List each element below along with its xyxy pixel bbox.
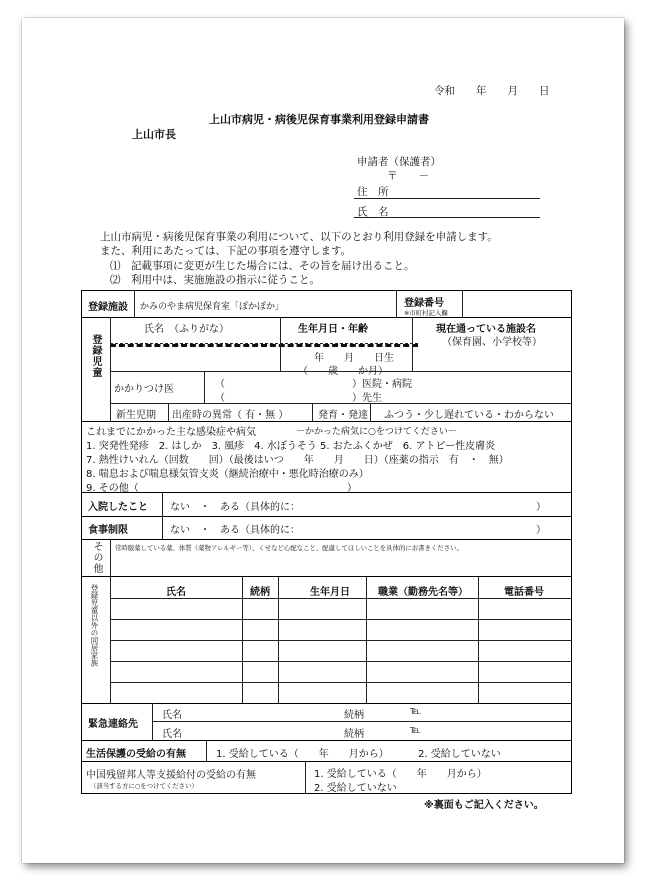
orphan-support-sub: （該当する方に○をつけてください） — [90, 782, 198, 790]
reg-no-note: ※市町村記入欄 — [404, 309, 448, 317]
form-title: 上山市病児・病後児保育事業利用登録申請書 — [209, 113, 429, 126]
hospitalization-value: ない ・ ある（具体的に： — [170, 502, 300, 513]
current-facility-sub: （保育園、小学校等） — [442, 337, 542, 348]
body-item-1: ⑴ 記載事項に変更が生じた場合には、その旨を届け出ること。 — [110, 260, 415, 272]
body-item-2: ⑵ 利用中は、実施施設の指示に従うこと。 — [110, 274, 320, 286]
em-name-1: 氏名 — [162, 710, 182, 721]
em-name-2: 氏名 — [162, 729, 182, 740]
diet-value: ない ・ ある（具体的に： — [170, 525, 300, 536]
family-header-occupation: 職業（勤務先名等） — [378, 587, 468, 598]
development-label: 発育・発達 — [318, 410, 368, 421]
applicant-label: 申請者（保護者） — [357, 156, 441, 168]
postal-mark: 〒 － — [387, 170, 429, 182]
name-line — [354, 217, 540, 218]
family-header-name: 氏名 — [166, 587, 186, 598]
facility-label: 登録施設 — [88, 302, 128, 313]
em-relation-2: 続柄 — [344, 729, 364, 740]
em-tel-1: ℡ — [410, 706, 421, 717]
illness-line-1: 1. 突発性発疹 2. はしか 3. 風疹 4. 水ぼうそう 5. おたふくかぜ 6. アトピー性皮膚炎 — [86, 441, 496, 452]
other-label: その他 — [91, 541, 102, 574]
welfare-option-2: 2. 受給していない — [418, 749, 501, 760]
current-facility-label: 現在通っている施設名 — [436, 324, 536, 335]
doctor-fill: ）先生 — [352, 393, 382, 404]
address-line — [354, 198, 540, 199]
family-header-dob: 生年月日 — [310, 587, 350, 598]
name-label: 氏 名 — [357, 206, 389, 218]
family-label: 登録児童以外の同居家族 — [90, 584, 99, 667]
dob-fill: 年 月 日生 — [314, 353, 394, 364]
emergency-label: 緊急連絡先 — [88, 719, 138, 730]
illness-line-3: 8. 喘息および喘息様気管支炎（継続治療中・悪化時治療のみ） — [86, 469, 369, 480]
body-line-1: 上山市病児・病後児保育事業の利用について、以下のとおり利用登録を申請します。 — [100, 231, 498, 243]
family-header-phone: 電話番号 — [504, 587, 544, 598]
em-tel-2: ℡ — [410, 725, 421, 736]
child-label: 登録児童 — [90, 334, 101, 378]
illness-line-4: 9. その他（ — [86, 483, 139, 494]
newborn-label: 新生児期 — [116, 410, 156, 421]
birth-abnormality: 出産時の異常（ 有・無 ） — [172, 410, 289, 421]
other-note: 常時服薬している薬、体質（薬物アレルギー等）、くせなど心配なこと、配慮してほしいことを具体的にお書きください。 — [115, 544, 463, 552]
welfare-label: 生活保護の受給の有無 — [86, 749, 186, 760]
dob-age-label: 生年月日・年齢 — [298, 324, 368, 335]
orphan-option-2: 2. 受給していない — [314, 783, 397, 794]
orphan-support-label: 中国残留邦人等支援給付の受給の有無 — [86, 770, 256, 781]
age-fill: （ 歳 か月） — [298, 366, 388, 377]
welfare-option-1: 1. 受給している（ 年 月から） — [216, 749, 389, 760]
address-label: 住 所 — [357, 186, 389, 198]
clinic-fill: ）医院・病院 — [352, 379, 412, 390]
hospitalization-label: 入院したこと — [88, 502, 148, 513]
family-header-relation: 続柄 — [250, 587, 270, 598]
footer-note: ※裏面もご記入ください。 — [424, 800, 544, 811]
em-relation-1: 続柄 — [344, 710, 364, 721]
addressee: 上山市長 — [132, 128, 176, 141]
development-options: ふつう・少し遅れている・わからない — [384, 410, 554, 421]
illness-heading: これまでにかかった主な感染症や病気 — [86, 427, 256, 438]
body-line-2: また、利用にあたっては、下記の事項を遵守します。 — [100, 245, 352, 257]
illness-line-2: 7. 熱性けいれん（回数 回）（最後はいつ 年 月 日）（座薬の指示 有 ・ 無） — [86, 455, 509, 466]
illness-note: －かかった病気に○をつけてください－ — [296, 427, 457, 437]
date-line: 令和 年 月 日 — [434, 85, 550, 97]
reg-no-label: 登録番号 — [404, 298, 444, 309]
doctor-label: かかりつけ医 — [114, 384, 174, 395]
name-kana-label: 氏名 （ふりがな） — [144, 324, 229, 335]
diet-label: 食事制限 — [88, 525, 128, 536]
orphan-option-1: 1. 受給している（ 年 月から） — [314, 769, 487, 780]
facility-value: かみのやま病児保育室「ぽかぽか」 — [140, 302, 285, 312]
application-form-sheet: 令和 年 月 日 上山市病児・病後児保育事業利用登録申請書 上山市長 申請者（保護者） 〒 － 住 所 氏 名 上山市病児・病後児保育事業の利用について、以下のとおり利用登録を申請します。 また、利用にあたっては、下記の事項を遵守します。 ⑴ 記載事項に変更が生じた場合には、その旨を届け出ること。 ⑵ 利用中は、実施施設の指示に従うこと。 登録施設 かみのやま病児保育室「ぽかぽか」 登録番号 ※市町村記入欄 登録児童 氏名 （ふりがな） 生年月日・年齢 現在通っている施設名 （保育園、小学校等） 年 月 日生 （ 歳 か月） かかりつけ医 （ ）医院・病院 （ ）先生 新生児期 出産時の異常（ 有・無 ） 発育・発達 ふつう・少し遅れている・わからない これまでにかかった主な感染症や病気 －かかった病気に○をつけてください－ 1. 突発性発疹 2. はしか 3. 風疹 4. 水ぼうそう 5. おたふくかぜ 6. アトピー性皮膚炎 7. 熱性けいれん（回数 回）（最後はいつ 年 月 日）（座薬の指示 有 ・ 無） 8. 喘息および喘息様気管支炎（継続治療中・悪化時治療のみ） 9. その他（ ） 入院したこと ない ・ ある（具体的に： ） 食事制限 ない ・ ある（具体的に： ） その他 常時服薬している薬、体質（薬物アレルギー等）、くせなど心配なこと、配慮してほしいことを具体的にお書きください。 登録児童以外の同居家族 氏名 続柄 生年月日 職業（勤務先名等） 電話番号 緊急連絡先 氏名 続柄 ℡ 氏名 続柄 ℡ 生活保護の受給の有無 1. 受給している（ 年 月から） 2. 受給していない 中国残留邦人等支援給付の受給の有無 （該当する方に○をつけてください） 1. 受給している（ 年 月から） 2. 受給していない ※裏面もご記入ください。 — [22, 18, 624, 863]
